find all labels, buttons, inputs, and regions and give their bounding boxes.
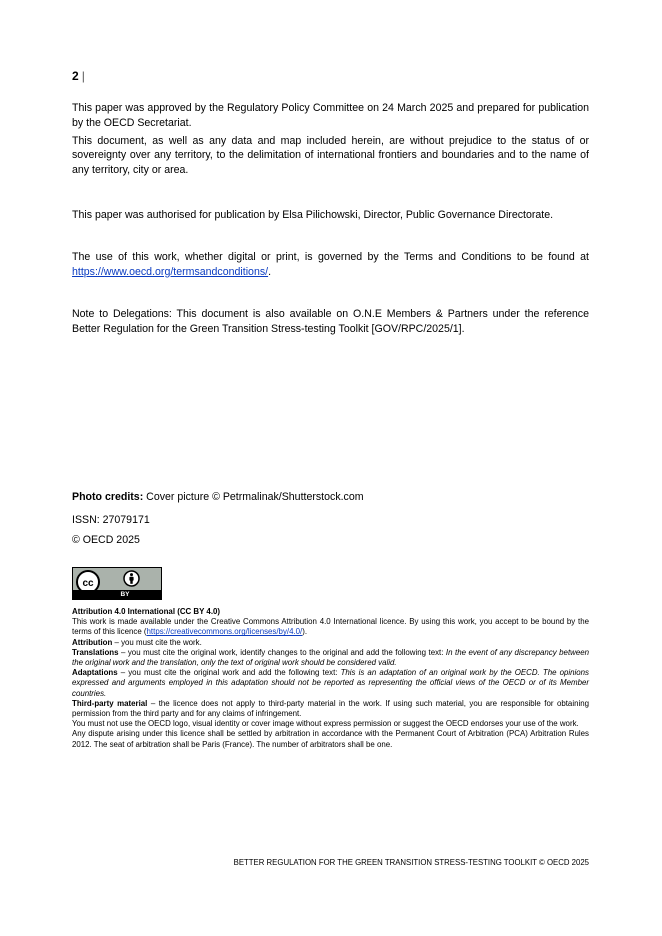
licence-dispute: Any dispute arising under this licence shall be settled by arbitration in accordance with the Permanent Court of Arbitration (PCA) Arbitration Rules 2012. The seat of arbitration shall be Paris (France). The number of arbitrators shall be one. — [72, 729, 589, 749]
licence-third-party: Third-party material – the licence does not apply to third-party material in the work. If using such material, you are responsible for obtaining permission from the third party and for any claims of infringement. — [72, 698, 589, 719]
authorised-paragraph: This paper was authorised for publication by Elsa Pilichowski, Director, Public Governance Directorate. — [72, 209, 554, 221]
running-footer: BETTER REGULATION FOR THE GREEN TRANSITION STRESS-TESTING TOOLKIT © OECD 2025 — [233, 858, 589, 867]
page-number-separator: | — [81, 69, 85, 83]
terms-block — [72, 250, 589, 280]
delegations-paragraph: Note to Delegations: This document is also available on O.N.E Members & Partners under the reference Better Regulation for the Green Transition Stress-testing Toolkit [GOV/RPC/2025/1]. — [72, 308, 589, 335]
licence-title: Attribution 4.0 International (CC BY 4.0) — [72, 607, 221, 616]
licence-translations: Translations – you must cite the original work, identify changes to the original and add the following text: In the event of any discrepancy between the original work and the translation, only the text of original work should be considered valid. — [72, 647, 589, 668]
licence-terms — [72, 607, 589, 750]
licence-logo-use: You must not use the OECD logo, visual identity or cover image without express permission or suggest the OECD endorses your use of the work. — [72, 719, 579, 729]
authorised-block — [72, 208, 589, 223]
cc-by-label: BY — [120, 591, 130, 598]
attribution-person-icon — [123, 570, 140, 587]
terms-paragraph — [72, 250, 589, 280]
cc-by-licence-badge — [72, 567, 162, 600]
licence-link[interactable]: https://creativecommons.org/licenses/by/4.0/ — [146, 627, 303, 637]
copyright: © OECD 2025 — [72, 534, 140, 546]
licence-intro: This work is made available under the Creative Commons Attribution 4.0 International licence. By using this work, you accept to be bound by the terms of this licence (https://creativecommons.org/licenses/by/4.0/). — [72, 617, 589, 637]
delegations-block — [72, 307, 589, 337]
photo-credits-text: Cover picture © Petrmalinak/Shutterstock.com — [143, 491, 364, 503]
approval-paragraph: This paper was approved by the Regulatory Policy Committee on 24 March 2025 and prepared for publication by the OECD Secretariat. — [72, 102, 589, 129]
terms-link[interactable]: https://www.oecd.org/termsandconditions/ — [72, 265, 269, 278]
terms-end: . — [268, 265, 272, 278]
licence-adaptations: Adaptations – you must cite the original work and add the following text: This is an adaptation of an original work by the OECD. The opinions expressed and arguments employed in this adaptation should not be reported as representing the official views of the OECD or of its Member countries. — [72, 668, 589, 698]
disclaimer-paragraph: This document, as well as any data and map included herein, are without prejudice to the status of or sovereignty over any territory, to the delimitation of international frontiers and boundaries and to the name of any territory, city or area. — [72, 134, 589, 177]
photo-credits — [72, 490, 364, 504]
terms-text: The use of this work, whether digital or print, is governed by the Terms and Conditions to be found at — [72, 251, 589, 263]
page-number — [72, 69, 85, 83]
issn: ISSN: 27079171 — [72, 514, 150, 526]
page-number-value: 2 — [72, 69, 79, 83]
approval-block — [72, 101, 589, 178]
licence-attribution: Attribution – you must cite the work. — [72, 637, 202, 647]
photo-credits-label: Photo credits: — [72, 491, 144, 503]
cc-icon-text: cc — [82, 578, 94, 589]
